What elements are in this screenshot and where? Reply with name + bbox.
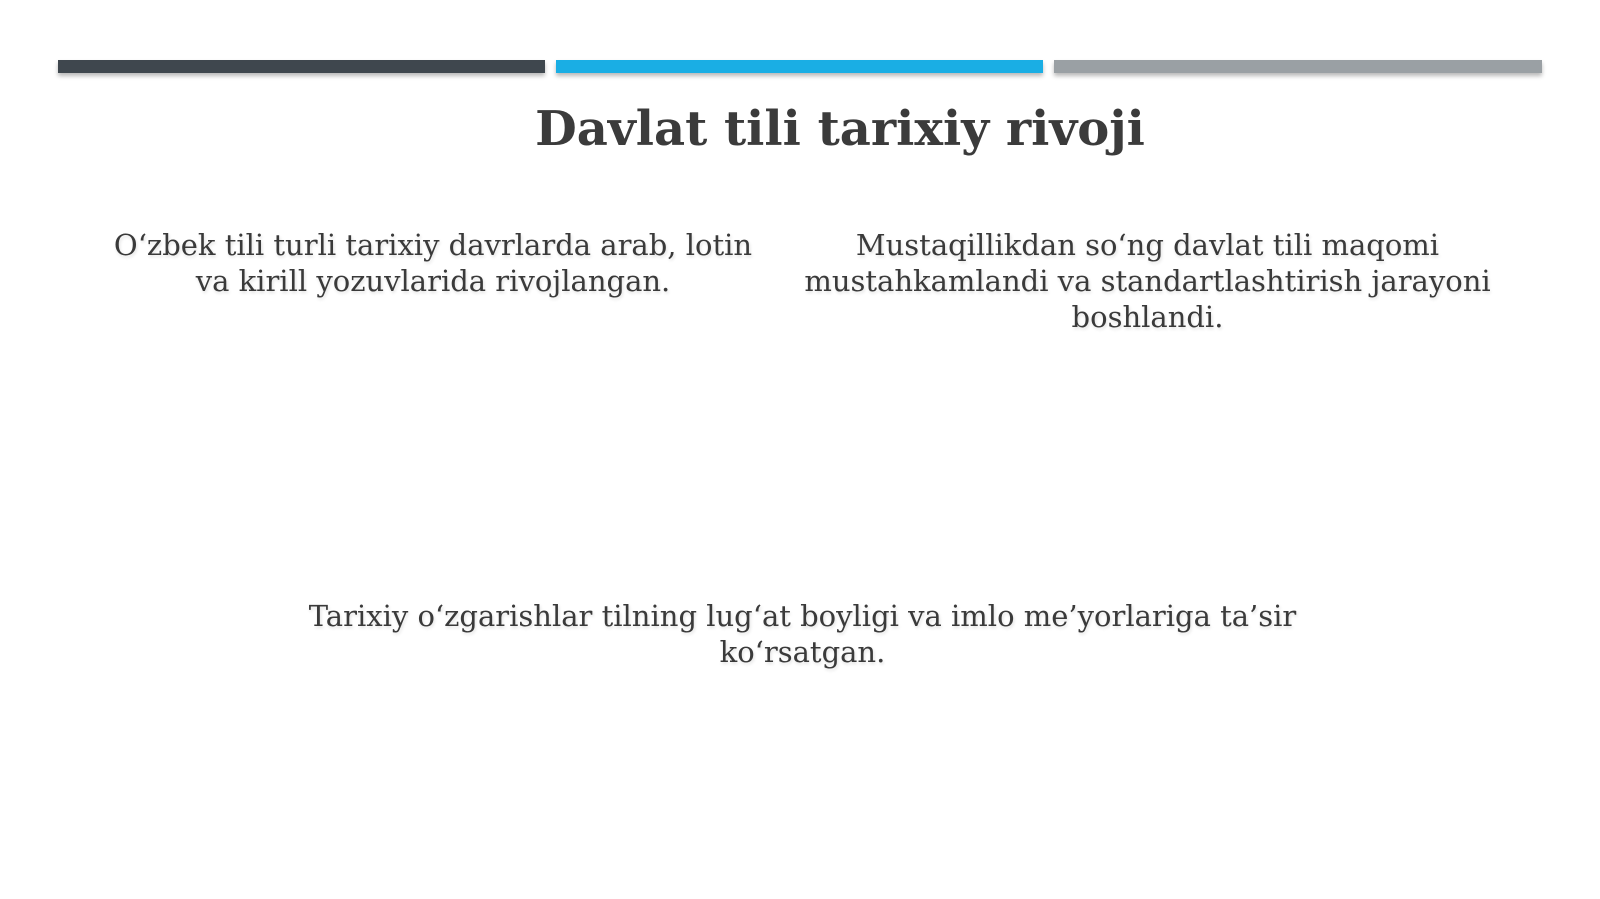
slide-title: Davlat tili tarixiy rivoji (535, 101, 1145, 157)
accent-bar-gray (1054, 60, 1542, 73)
accent-bar-dark (58, 60, 545, 73)
text-block-left: O‘zbek tili turli tarixiy davrlarda arab, lotin va kirill yozuvlarida rivojlangan. (113, 228, 753, 298)
text-block-right: Mustaqillikdan so‘ng davlat tili maqomi mustahkamlandi va standartlashtirish jarayoni boshlandi. (804, 228, 1491, 334)
accent-bar-blue (556, 60, 1043, 73)
text-block-bottom: Tarixiy o‘zgarishlar tilning lug‘at boyligi va imlo me’yorlariga ta’sir ko‘rsatgan. (308, 599, 1297, 669)
